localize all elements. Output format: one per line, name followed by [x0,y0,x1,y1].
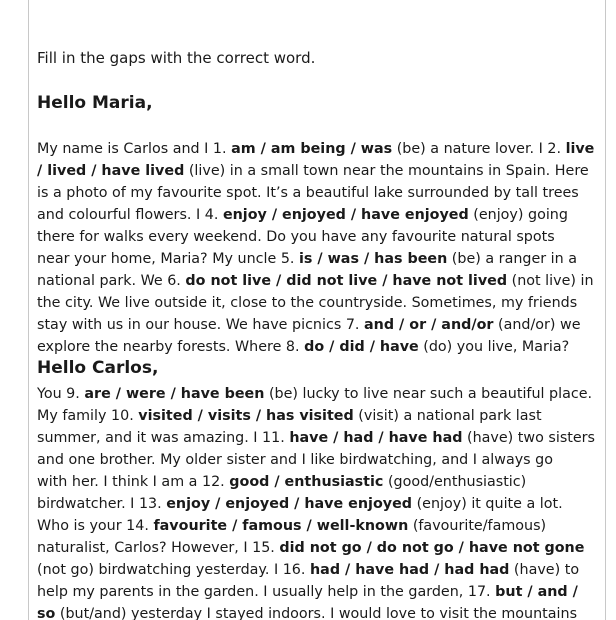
text-line [37,204,606,226]
instruction-text: Fill in the gaps with the correct word. [37,49,316,67]
sentence-text: (do) you live, Maria? [418,339,570,355]
sentence-text: (not live) in [507,273,594,289]
text-line [37,581,606,603]
answer-options: / lived / have lived [37,163,185,179]
text-line [37,226,606,248]
sentence-text: My family 10. [37,408,139,424]
answer-options: do / did / have [304,339,419,355]
answer-options: did not go / do not go / have not gone [279,540,585,556]
sentence-text: (live) in a small town near the mountains in Spain. Here [184,163,589,179]
answer-options: have / had / have had [289,430,463,446]
answer-options: and / or / and/or [364,317,494,333]
sentence-text: (enjoy) going [468,207,568,223]
sentence-text: there for walks every weekend. Do you have any favourite natural spots [37,229,555,245]
sentence-text: and colourful flowers. I 4. [37,207,223,223]
answer-options: so [37,606,56,620]
sentence-text: with her. I think I am a 12. [37,474,230,490]
sentence-text: (good/enthusiastic) [383,474,527,490]
letter-maria-to-carlos [37,383,606,620]
sentence-text: You 9. [37,386,85,402]
text-line [37,537,606,559]
answer-options: favourite / famous / well-known [153,518,409,534]
sentence-text: naturalist, Carlos? However, I 15. [37,540,280,556]
sentence-text: (be) a nature lover. I 2. [392,141,566,157]
text-line [37,493,606,515]
answer-options: enjoy / enjoyed / have enjoyed [222,207,469,223]
sentence-text: (but/and) yesterday I stayed indoors. I would love to visit the mountains [55,606,578,620]
text-line [37,559,606,581]
text-line [37,515,606,537]
sentence-text: stay with us in our house. We have picnics 7. [37,317,365,333]
sentence-text: (not go) birdwatching yesterday. I 16. [37,562,310,578]
answer-options: live [565,141,595,157]
text-line [37,160,606,182]
answer-options: enjoy / enjoyed / have enjoyed [166,496,413,512]
text-line [37,270,606,292]
sentence-text: (have) to [509,562,580,578]
sentence-text: (be) a ranger in a [447,251,578,267]
answer-options: but / and / [495,584,578,600]
sentence-text: My name is Carlos and I 1. [37,141,232,157]
answer-options: had / have had / had had [310,562,510,578]
sentence-text: (be) lucky to live near such a beautiful place. [264,386,593,402]
letter-carlos-to-maria [37,138,606,358]
answer-options: visited / visits / has visited [138,408,354,424]
answer-options: good / enthusiastic [229,474,384,490]
text-line [37,405,606,427]
sentence-text: Who is your 14. [37,518,154,534]
sentence-text: national park. We 6. [37,273,186,289]
answer-options: are / were / have been [84,386,265,402]
document-page [28,0,606,620]
greeting-maria: Hello Maria, [37,93,153,113]
answer-options: do not live / did not live / have not lived [185,273,508,289]
text-line [37,182,606,204]
text-line [37,248,606,270]
sentence-text: near your home, Maria? My uncle 5. [37,251,300,267]
text-line [37,471,606,493]
text-line [37,138,606,160]
text-line [37,292,606,314]
sentence-text: summer, and it was amazing. I 11. [37,430,290,446]
text-line [37,427,606,449]
greeting-carlos: Hello Carlos, [37,358,159,378]
answer-options: is / was / has been [299,251,448,267]
sentence-text: (enjoy) it quite a lot. [412,496,563,512]
sentence-text: birdwatcher. I 13. [37,496,167,512]
text-line [37,314,606,336]
text-line [37,383,606,405]
sentence-text: (visit) a national park last [353,408,542,424]
answer-options: am / am being / was [231,141,393,157]
text-line [37,603,606,620]
sentence-text: (and/or) we [493,317,581,333]
sentence-text: is a photo of my favourite spot. It’s a beautiful lake surrounded by tall trees [37,185,579,201]
sentence-text: (have) two sisters [462,430,595,446]
sentence-text: and one brother. My older sister and I like birdwatching, and I always go [37,452,553,468]
text-line [37,336,606,358]
sentence-text: the city. We live outside it, close to the countryside. Sometimes, my friends [37,295,578,311]
sentence-text: explore the nearby forests. Where 8. [37,339,305,355]
sentence-text: help my parents in the garden. I usually help in the garden, 17. [37,584,496,600]
text-line [37,449,606,471]
sentence-text: (favourite/famous) [408,518,547,534]
